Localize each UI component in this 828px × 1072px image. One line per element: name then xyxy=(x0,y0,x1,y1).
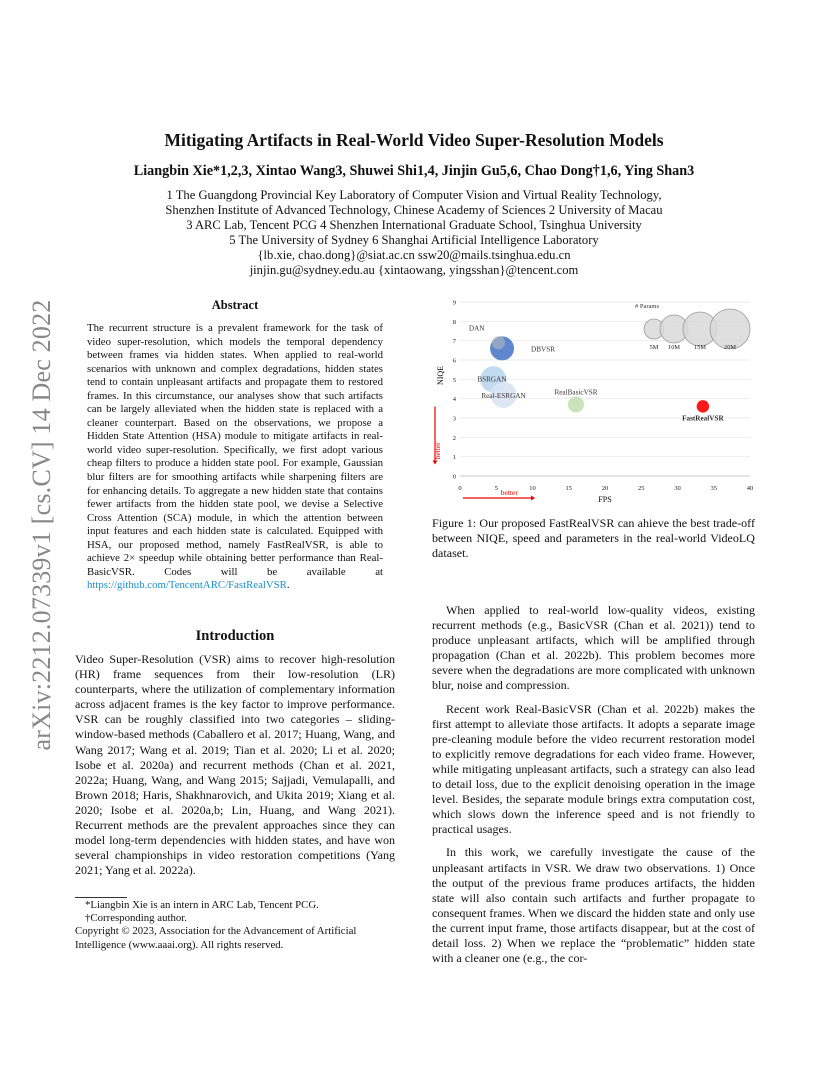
better-y-label: better xyxy=(433,442,442,460)
copyright-notice: Copyright © 2023, Association for the Advancement of Artificial Intelligence (www.aaai.org). All rights reserved. xyxy=(75,925,357,951)
better-y-arrowhead xyxy=(433,461,438,465)
x-tick-label: 0 xyxy=(458,485,462,492)
x-tick-label: 40 xyxy=(746,485,754,492)
author-list: Liangbin Xie*1,2,3, Xintao Wang3, Shuwei Shi1,4, Jinjin Gu5,6, Chao Dong†1,6, Ying Shan3 xyxy=(133,163,695,179)
y-tick-label: 1 xyxy=(452,454,456,462)
footnote-corresponding: †Corresponding author. xyxy=(85,912,187,925)
y-tick-label: 4 xyxy=(452,396,456,404)
y-tick-label: 8 xyxy=(452,318,456,326)
intro-paragraph: Video Super-Resolution (VSR) aims to recover high-resolution (HR) frame sequences from their low-resolution (LR) counterparts, where the utilization of complementary information across adjacent frames is the key factor to improve performance. VSR can be roughly classified into two categories – sliding-window-based methods (Caballero et al. 2017; Huang, Wang, and Wang 2017; Wang et al. 2019; Tian et al. 2020; Li et al. 2020; Isobe et al. 2020a) and recurrent methods (Chan et al. 2021, 2022a; Huang, Wang, and Wang 2015; Sajjadi, Vemulapalli, and Brown 2018; Haris, Shakhnarovich, and Ukita 2019; Xiang et al. 2020; Isobe et al. 2020a,b; Lin, Huang, and Wang 2021). Recurrent methods are the prevalent approaches since they can model long-term dependencies with hidden states, and have won several championships in video restoration competitions (Yang 2021; Yang et al. 2022a). xyxy=(75,652,395,878)
email-line: {lb.xie, chao.dong}@siat.ac.cn ssw20@mails.tsinghua.edu.cn xyxy=(257,248,571,262)
point-label: Real-ESRGAN xyxy=(481,391,526,400)
better-x-arrowhead xyxy=(531,496,535,501)
footnote-intern: *Liangbin Xie is an intern in ARC Lab, Tencent PCG. xyxy=(85,899,319,911)
point-label: RealBasicVSR xyxy=(554,388,598,397)
y-tick-label: 5 xyxy=(452,376,456,384)
y-tick-label: 6 xyxy=(452,357,456,365)
code-link[interactable]: https://github.com/TencentARC/FastRealVSR xyxy=(87,579,287,592)
x-tick-label: 30 xyxy=(674,485,681,492)
point-label: DAN xyxy=(468,324,485,333)
x-axis-label: FPS xyxy=(598,495,612,504)
legend-size-label: 15M xyxy=(694,344,706,351)
y-axis-label: NIQE xyxy=(436,365,445,386)
affiliation-line: Shenzhen Institute of Advanced Technology, Chinese Academy of Sciences 2 University of Macau xyxy=(165,203,663,217)
affiliation-line: 3 ARC Lab, Tencent PCG 4 Shenzhen International Graduate School, Tsinghua University xyxy=(186,218,642,232)
affiliation-line: 1 The Guangdong Provincial Key Laboratory of Computer Vision and Virtual Reality Technology, xyxy=(166,188,662,202)
intro-right-column xyxy=(432,603,755,974)
y-tick-label: 2 xyxy=(452,434,456,442)
point-label: DBVSR xyxy=(531,345,556,354)
affiliation-line: 5 The University of Sydney 6 Shanghai Artificial Intelligence Laboratory xyxy=(229,233,599,247)
bubble-fastrealvsr xyxy=(697,400,709,412)
y-tick-label: 9 xyxy=(452,299,456,307)
point-label: BSRGAN xyxy=(477,375,507,384)
x-tick-label: 35 xyxy=(710,485,717,492)
x-tick-label: 15 xyxy=(565,485,572,492)
intro-paragraph: In this work, we carefully investigate the cause of the unpleasant artifacts in VSR. We draw two observations. 1) Once the output of the previous frame produces artifacts, the hidden state will also contain such artifacts and further propagate to consequent frames. When we discard the hidden state and only use the current input frame, those artifacts disappear, but at the cost of detail loss. 2) When we replace the “problematic” hidden state with a cleaner one (e.g., the cor- xyxy=(432,845,755,966)
legend-size-label: 20M xyxy=(724,344,736,351)
x-tick-label: 25 xyxy=(638,485,645,492)
footnotes xyxy=(75,899,405,952)
email-line: jinjin.gu@sydney.edu.au {xintaowang, yingsshan}@tencent.com xyxy=(249,263,579,277)
y-tick-label: 3 xyxy=(452,415,456,423)
x-tick-label: 5 xyxy=(494,485,498,492)
x-tick-label: 10 xyxy=(529,485,536,492)
arxiv-identifier: arXiv:2212.07339v1 [cs.CV] 14 Dec 2022 xyxy=(27,299,56,751)
legend-size-bubble xyxy=(710,309,750,349)
paper-title: Mitigating Artifacts in Real-World Video Super-Resolution Models xyxy=(164,130,664,150)
bubble-realbasicvsr xyxy=(568,396,584,412)
figure-caption: Figure 1: Our proposed FastRealVSR can ahieve the best trade-off between NIQE, speed and parameters in the real-world VideoLQ dataset. xyxy=(432,516,755,561)
legend-size-label: 10M xyxy=(668,344,680,351)
intro-paragraph: Recent work Real-BasicVSR (Chan et al. 2022b) makes the first attempt to alleviate those artifacts. It adopts a separate image pre-cleaning module before the video recurrent restoration model to explicitly remove degradations for each video frame. However, while mitigating unpleasant artifacts, such a strategy can also lead to detail loss, due to the explicit denoising operation in the image level. Besides, the separate module brings extra computation cost, which slows down the inference speed and is not friendly to practical usages. xyxy=(432,701,755,837)
intro-left-column xyxy=(75,652,395,878)
introduction-heading: Introduction xyxy=(195,628,275,644)
arxiv-sidebar xyxy=(22,290,62,760)
legend-size-label: 5M xyxy=(649,344,659,351)
y-tick-label: 7 xyxy=(452,338,456,346)
footnote-rule xyxy=(75,897,127,898)
size-legend xyxy=(635,303,750,351)
intro-paragraph: When applied to real-world low-quality videos, existing recurrent methods (e.g., BasicVSR (Chan et al. 2021)) tend to produce unpleasant artifacts, which will be amplified through propagation (Chan et al. 2022b). This problem becomes more severe when the degradations are more complicated with unknown blur, noise and compression. xyxy=(432,603,755,693)
abstract-body xyxy=(87,322,383,593)
point-label: FastRealVSR xyxy=(682,414,724,423)
fps-niqe-scatter-chart xyxy=(432,296,758,508)
abstract-text: The recurrent structure is a prevalent framework for the task of video super-resolution, which models the temporal dependency between frames via hidden states. When applied to real-world scenarios with unknown and complex degradations, hidden states tend to contain unpleasant artifacts and propagate them to restored frames. In this circumstance, our analyses show that such artifacts can be largely alleviated when the hidden state is replaced with a cleaner counterpart. Based on the observations, we propose a Hidden State Attention (HSA) module to mitigate artifacts in real-world video super-resolution. Specifically, we first adopt various cheap filters to produce a hidden state pool. For example, Gaussian blur filters are for smoothing artifacts while sharpening filters are for enhancing details. To aggregate a new hidden state that contains fewer artifacts from the hidden state pool, we devise a Selective Cross Attention (SCA) module, in which the attention between input features and each hidden state is calculated. Equipped with HSA, our proposed method, namely FastRealVSR, is able to achieve 2× speedup while obtaining better performance than Real-BasicVSR. Codes will be available at xyxy=(87,322,383,578)
abstract-end: . xyxy=(286,579,290,592)
better-x-label: better xyxy=(500,488,518,497)
x-tick-label: 20 xyxy=(601,485,609,492)
abstract-heading: Abstract xyxy=(211,298,259,312)
y-tick-label: 0 xyxy=(452,473,456,481)
legend-title: # Params xyxy=(635,303,660,310)
bubble-dan xyxy=(492,336,505,349)
